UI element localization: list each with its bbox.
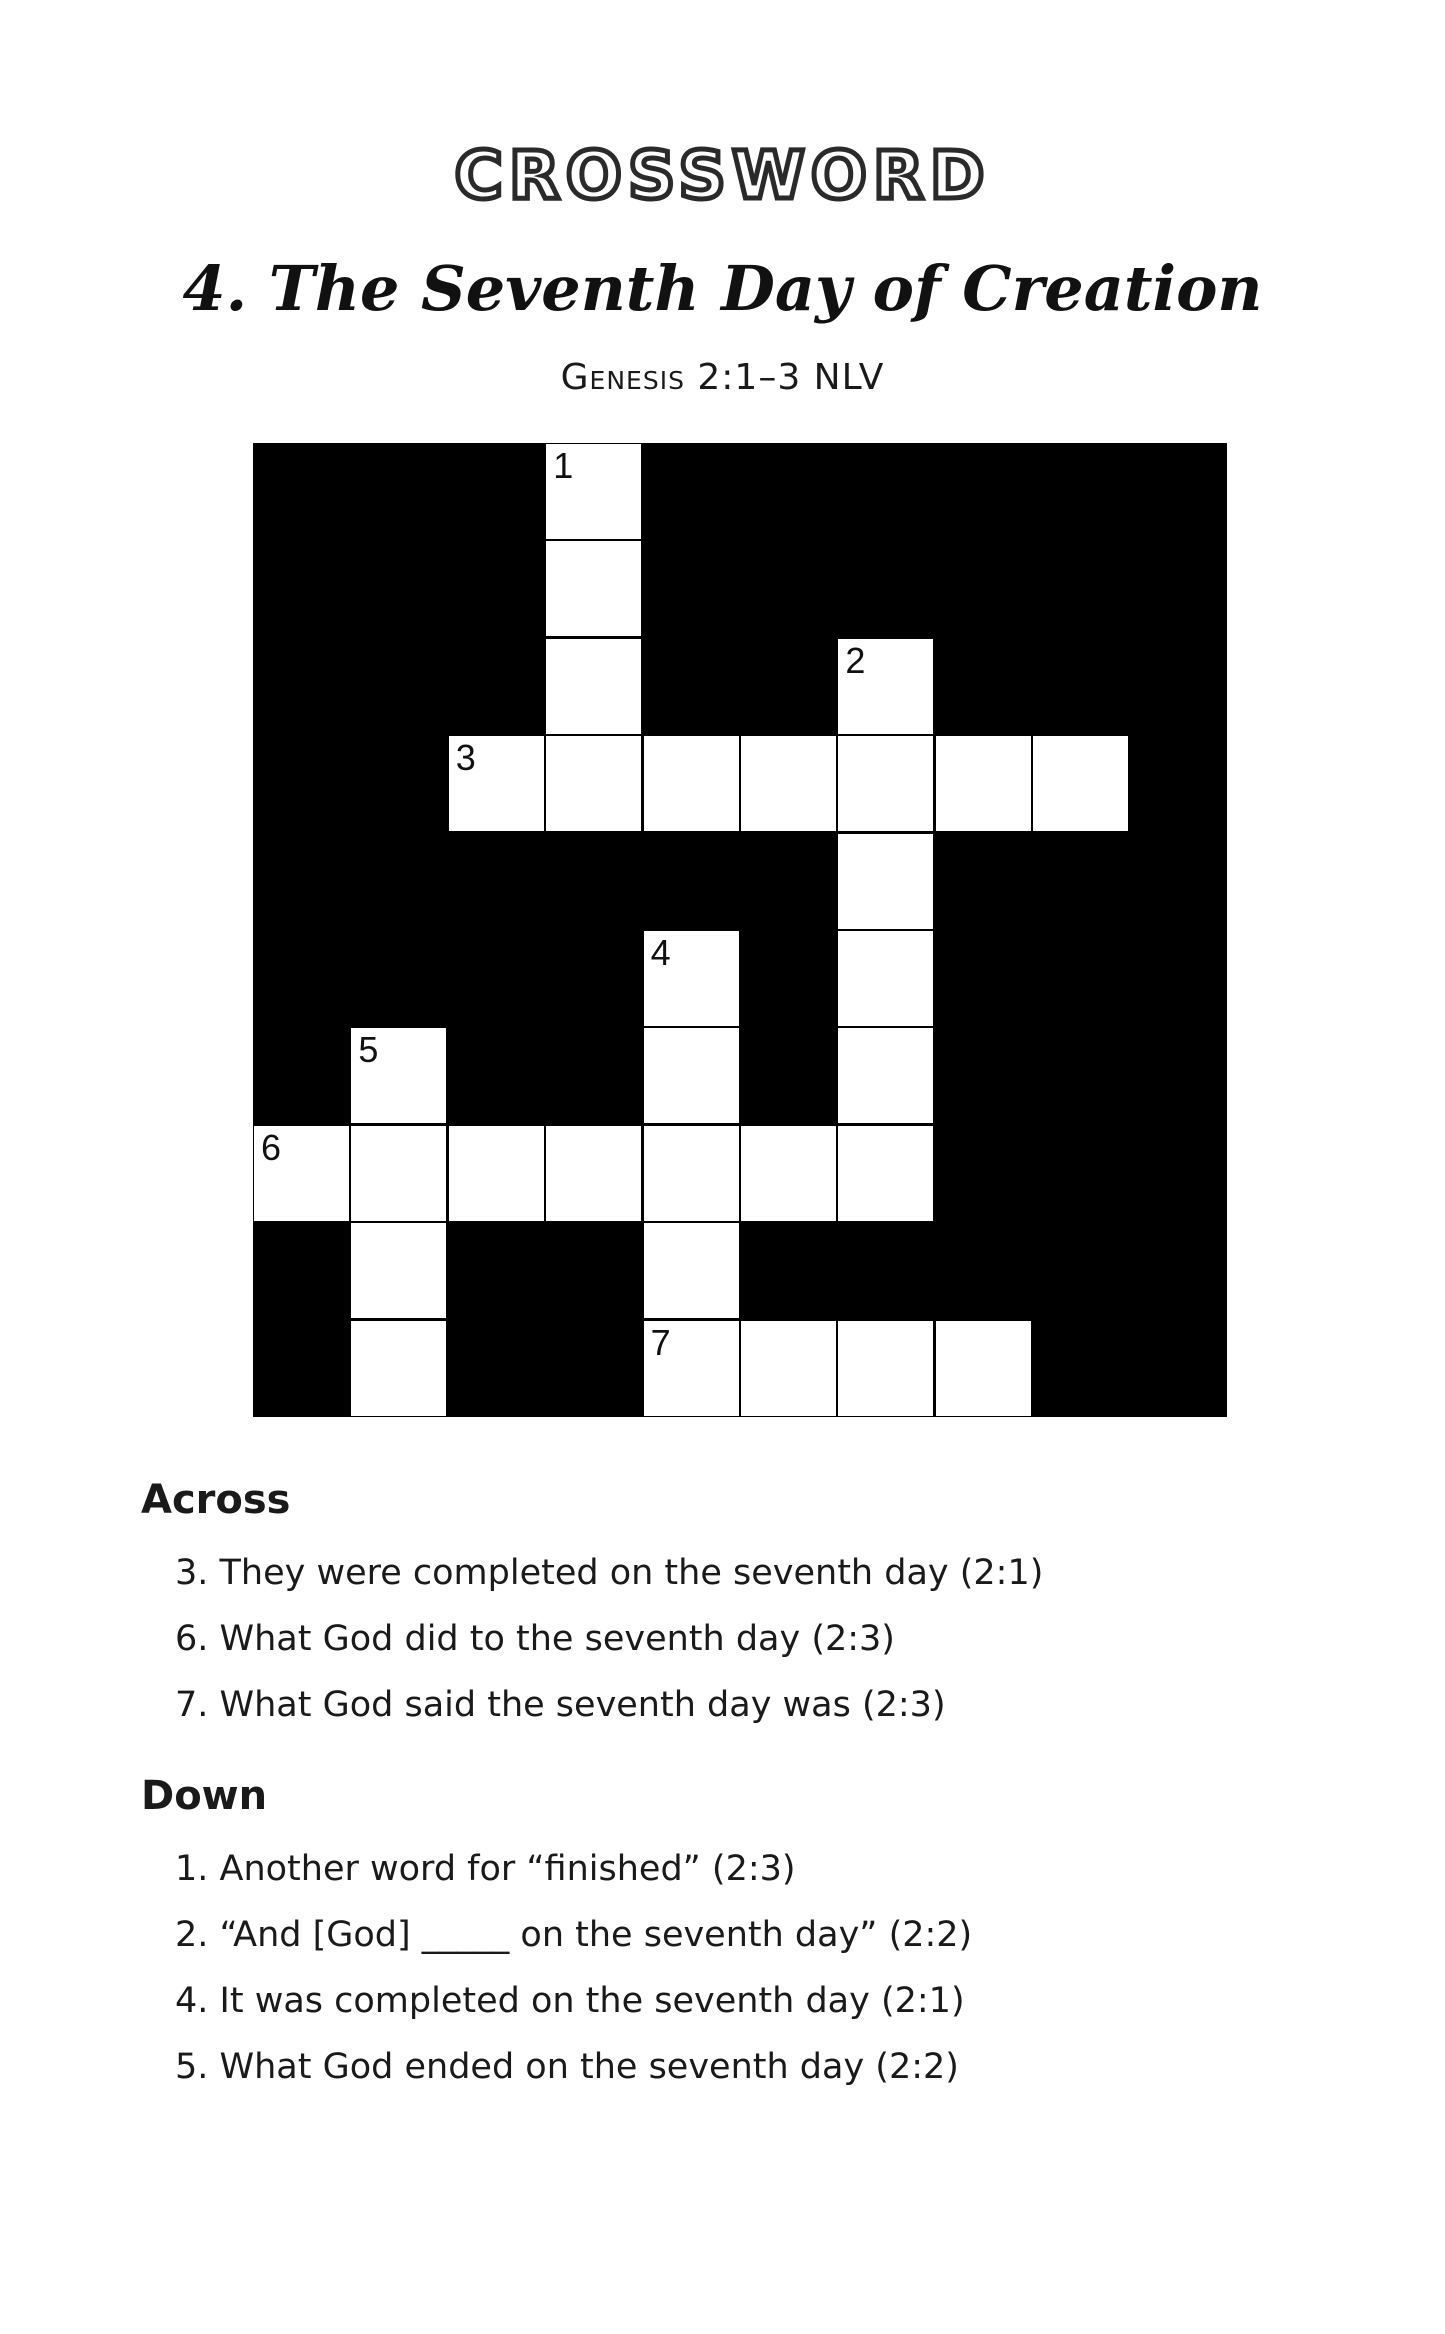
down-clue: 2. “And [God] _____ on the seventh day” (2:2)	[175, 1915, 973, 1955]
across-clue: 3. They were completed on the seventh day (2:1)	[175, 1553, 1044, 1593]
grid-cell[interactable]	[350, 1027, 447, 1124]
scripture-reference: Genesis 2:1–3 NLV	[560, 357, 885, 398]
cell-number: 6	[261, 1126, 282, 1168]
down-clue: 1. Another word for “finished” (2:3)	[175, 1849, 796, 1889]
grid-cell[interactable]	[1032, 735, 1129, 832]
grid-cell[interactable]	[837, 930, 934, 1027]
grid-cell[interactable]	[935, 735, 1032, 832]
grid-cell[interactable]	[740, 1125, 837, 1222]
grid-cell[interactable]	[837, 833, 934, 930]
down-heading: Down	[141, 1773, 268, 1819]
cell-number: 7	[650, 1321, 671, 1363]
down-clue-list	[175, 1849, 973, 2116]
across-clue-list	[175, 1553, 1044, 1754]
across-heading: Across	[141, 1477, 291, 1523]
grid-cell[interactable]	[448, 735, 545, 832]
grid-cell[interactable]	[545, 443, 642, 540]
grid-cell[interactable]	[643, 930, 740, 1027]
grid-cell[interactable]	[350, 1320, 447, 1417]
grid-cell[interactable]	[350, 1222, 447, 1319]
grid-cell[interactable]	[837, 1027, 934, 1124]
cell-number: 1	[553, 445, 574, 486]
grid-cell[interactable]	[643, 735, 740, 832]
grid-cell[interactable]	[545, 1125, 642, 1222]
down-clue: 4. It was completed on the seventh day (2:1)	[175, 1981, 965, 2021]
grid-cell[interactable]	[253, 1125, 350, 1222]
puzzle-title: 4. The Seventh Day of Creation	[182, 252, 1263, 325]
grid-cell[interactable]	[545, 638, 642, 735]
cell-number: 5	[358, 1029, 379, 1071]
cell-number: 3	[455, 737, 476, 779]
grid-cell[interactable]	[837, 638, 934, 735]
grid-cell[interactable]	[545, 540, 642, 637]
grid-cell[interactable]	[643, 1027, 740, 1124]
grid-cell[interactable]	[350, 1125, 447, 1222]
down-clue: 5. What God ended on the seventh day (2:2)	[175, 2047, 959, 2087]
grid-cell[interactable]	[837, 1320, 934, 1417]
grid-cell[interactable]	[740, 1320, 837, 1417]
grid-cell[interactable]	[837, 735, 934, 832]
grid-cell[interactable]	[643, 1320, 740, 1417]
cell-number: 4	[650, 932, 671, 973]
grid-cell[interactable]	[448, 1125, 545, 1222]
grid-cell[interactable]	[837, 1125, 934, 1222]
grid-cell[interactable]	[740, 735, 837, 832]
across-clue: 7. What God said the seventh day was (2:3)	[175, 1685, 946, 1725]
brand-title: CROSSWORD	[454, 137, 991, 214]
crossword-grid	[253, 443, 1227, 1417]
grid-cell[interactable]	[643, 1222, 740, 1319]
grid-cell[interactable]	[935, 1320, 1032, 1417]
grid-cell[interactable]	[545, 735, 642, 832]
grid-cell[interactable]	[643, 1125, 740, 1222]
cell-number: 2	[845, 639, 866, 681]
across-clue: 6. What God did to the seventh day (2:3)	[175, 1619, 895, 1659]
